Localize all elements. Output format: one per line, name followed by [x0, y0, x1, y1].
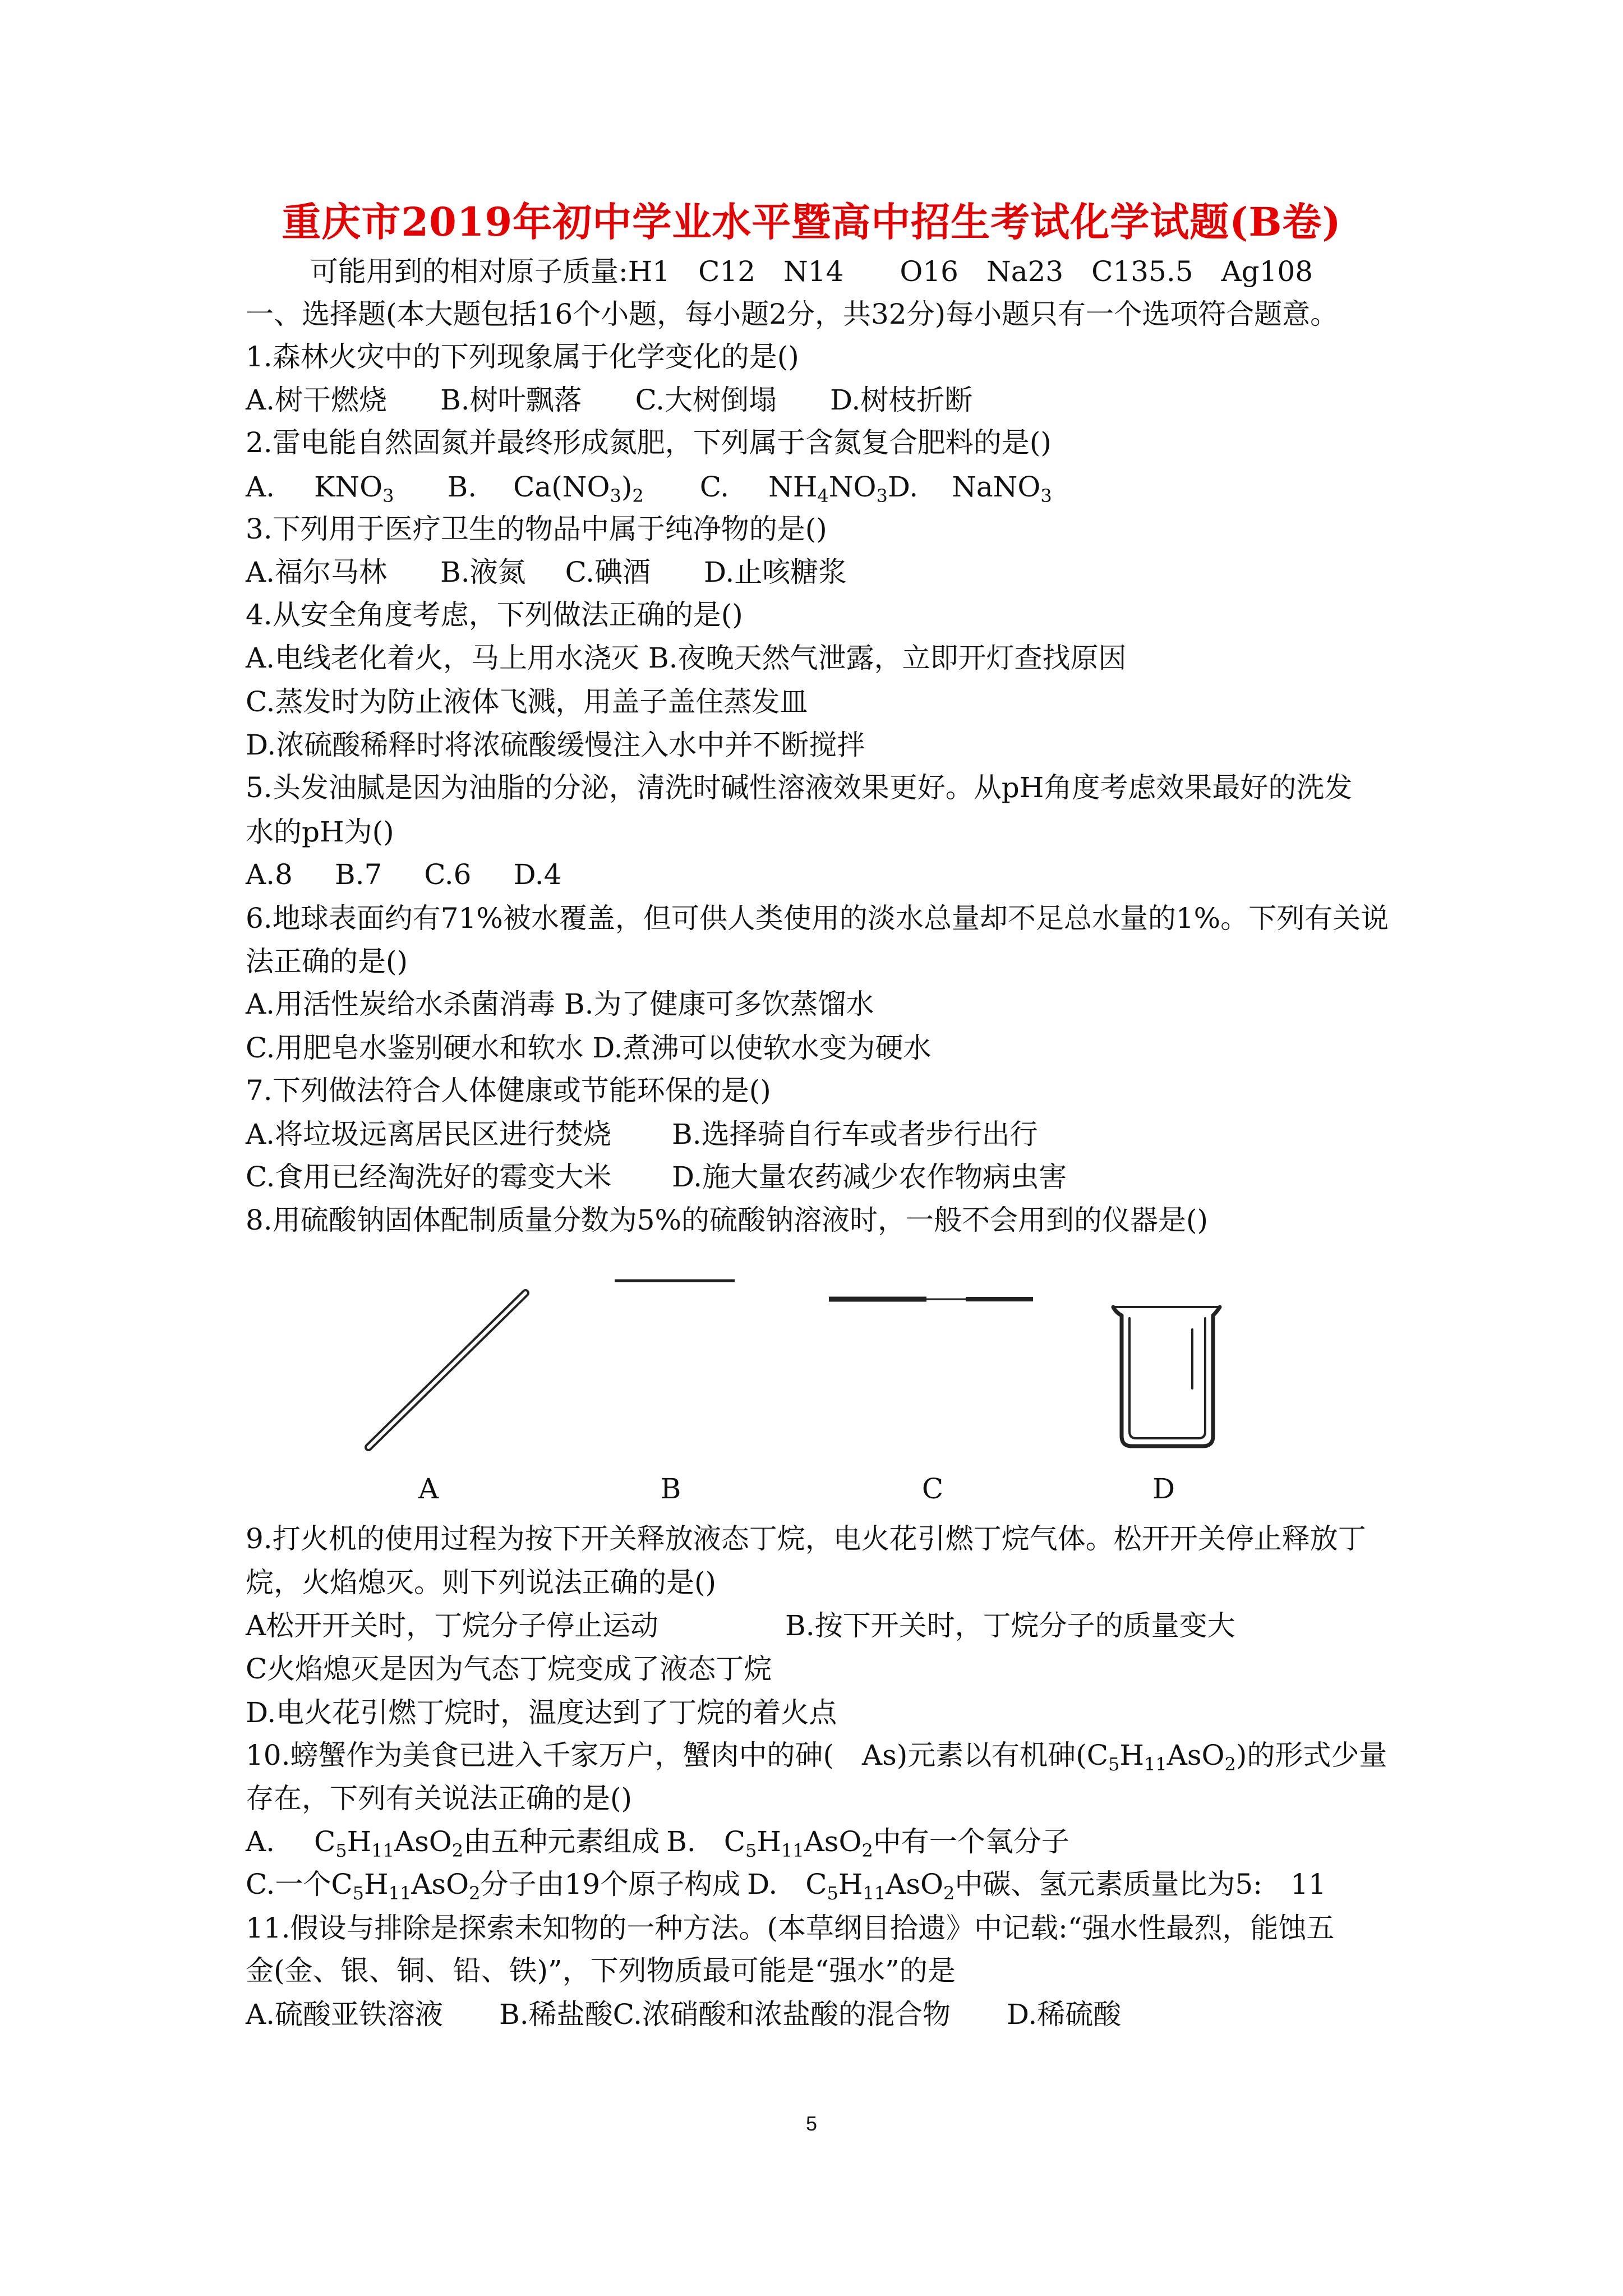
- option-b: B.按下开关时，丁烷分子的质量变大: [785, 1609, 1235, 1642]
- question-7-options-cd: [246, 1159, 1067, 1195]
- question-1-stem: 1.森林火灾中的下列现象属于化学变化的是(): [246, 341, 799, 373]
- option-c: C. $NH_4NO_3$: [699, 471, 888, 507]
- question-9-stem-1: 9.打火机的使用过程为按下开关释放液态丁烷，电火花引燃丁烷气体。松开开关停止释放丁: [246, 1522, 1366, 1555]
- question-11-stem-1: 11.假设与排除是探索未知物的一种方法。(本草纲目拾遗》中记载:“强水性最烈，能蚀五: [246, 1912, 1335, 1944]
- question-11-stem-2: 金(金、银、铜、铅、铁)”，下列物质最可能是“强水”的是: [246, 1954, 956, 1987]
- question-4-option-c: C.蒸发时为防止液体飞溅，用盖子盖住蒸发皿: [246, 685, 808, 718]
- option-d: D. NaNO$_3$: [887, 471, 1052, 507]
- option-c: C.一个$C_5H_{11}AsO_2$分子由19个原子构成: [246, 1868, 741, 1904]
- question-9-option-d: D.电火花引燃丁烷时，温度达到了丁烷的着火点: [246, 1696, 837, 1729]
- option-c: C.大树倒塌: [635, 384, 777, 416]
- question-10-stem-1: 10.螃蟹作为美食已进入千家万户，蟹肉中的砷( As)元素以有机砷$(C_5H_{11}AsO_2)$的形式少量: [246, 1739, 1387, 1775]
- figure-label-a: A: [418, 1473, 439, 1505]
- option-d: D. $C_5H_{11}AsO_2$中碳、氢元素质量比为5: 11: [747, 1868, 1326, 1904]
- question-8-stem: 8.用硫酸钠固体配制质量分数为5%的硫酸钠溶液时，一般不会用到的仪器是(): [246, 1204, 1209, 1236]
- question-2-options: [246, 469, 1052, 514]
- question-4-options-ab: A.电线老化着火，马上用水浇灭 B.夜晚天然气泄露，立即开灯查找原因: [246, 642, 1127, 674]
- option-d: D.稀硫酸: [1007, 1998, 1122, 2031]
- question-10-options-ab: [246, 1824, 1069, 1869]
- option-b: B. $Ca(NO_3)_2$: [447, 471, 644, 507]
- option-d: D.施大量农药减少农作物病虫害: [672, 1161, 1067, 1193]
- question-2-stem: 2.雷电能自然固氮并最终形成氮肥，下列属于含氮复合肥料的是(): [246, 426, 1052, 459]
- question-6-options-cd: C.用肥皂水鉴别硬水和软水 D.煮沸可以使软水变为硬水: [246, 1032, 932, 1064]
- option-b: B.液氮: [440, 556, 526, 588]
- option-a: A.硫酸亚铁溶液: [246, 1998, 444, 2031]
- option-c: C.浓硝酸和浓盐酸的混合物: [612, 1998, 951, 2031]
- option-a: A.福尔马林: [246, 556, 388, 588]
- option-b: B.选择骑自行车或者步行出行: [672, 1118, 1038, 1151]
- option-c: C.食用已经淘洗好的霉变大米: [246, 1161, 612, 1193]
- option-b: B.树叶飘落: [440, 384, 582, 416]
- question-10-options-cd: [246, 1866, 1326, 1911]
- option-c: C.碘酒: [565, 556, 651, 588]
- question-10-stem-2: 存在，下列有关说法正确的是(): [246, 1782, 633, 1815]
- question-9-stem-2: 烷，火焰熄灭。则下列说法正确的是(): [246, 1566, 717, 1599]
- atomic-masses: 可能用到的相对原子质量:H1 C12 N14 O16 Na23 C135.5 Ag108: [310, 255, 1313, 288]
- option-a: A.8: [246, 858, 293, 891]
- option-b: B.7: [334, 858, 382, 891]
- question-7-options-ab: [246, 1116, 1038, 1152]
- question-1-options: [246, 382, 972, 418]
- option-a: A.将垃圾远离居民区进行焚烧: [246, 1118, 612, 1151]
- option-b: B. $C_5H_{11}AsO_2$中有一个氧分子: [666, 1825, 1069, 1861]
- option-d: D.止咳糖浆: [704, 556, 847, 588]
- section-heading: 一、选择题(本大题包括16个小题，每小题2分，共32分)每小题只有一个选项符合题意。: [246, 298, 1339, 330]
- option-b: B.稀盐酸: [499, 1998, 613, 2031]
- option-a: A松开开关时，丁烷分子停止运动: [246, 1609, 659, 1642]
- question-11-options: [246, 1996, 1121, 2032]
- beaker-icon: [1113, 1307, 1220, 1446]
- option-a: A.树干燃烧: [246, 384, 388, 416]
- option-d: D.4: [513, 858, 562, 891]
- exam-title: 重庆市2019年初中学业水平暨高中招生考试化学试题(B卷): [282, 199, 1341, 245]
- question-3-stem: 3.下列用于医疗卫生的物品中属于纯净物的是(): [246, 513, 827, 545]
- question-4-stem: 4.从安全角度考虑，下列做法正确的是(): [246, 599, 743, 631]
- question-5-stem-2: 水的pH为(): [246, 816, 394, 848]
- question-4-option-d: D.浓硫酸稀释时将浓硫酸缓慢注入水中并不断搅拌: [246, 729, 865, 761]
- question-3-options: [246, 554, 846, 590]
- option-a: A. $KNO_3$: [246, 471, 394, 507]
- question-7-stem: 7.下列做法符合人体健康或节能环保的是(): [246, 1074, 771, 1107]
- option-d: D.树枝折断: [830, 384, 973, 416]
- option-a: A. $C_5H_{11}AsO_2$由五种元素组成: [246, 1825, 660, 1861]
- question-6-stem-1: 6.地球表面约有71%被水覆盖，但可供人类使用的淡水总量却不足总水量的1%。下列有关说: [246, 902, 1389, 935]
- figure-label-c: C: [921, 1473, 944, 1505]
- question-5-stem-1: 5.头发油腻是因为油脂的分泌，清洗时碱性溶液效果更好。从pH角度考虑效果最好的洗发: [246, 771, 1353, 804]
- figure-label-d: D: [1152, 1473, 1175, 1505]
- figure-label-b: B: [660, 1473, 681, 1505]
- question-5-options: [246, 857, 561, 892]
- question-9-option-c: C火焰熄灭是因为气态丁烷变成了液态丁烷: [246, 1653, 772, 1685]
- page-number: 5: [805, 2112, 818, 2135]
- option-c: C.6: [424, 858, 472, 891]
- question-6-stem-2: 法正确的是(): [246, 945, 408, 978]
- question-9-options-ab: [246, 1608, 1235, 1644]
- glass-rod-icon: [368, 1293, 525, 1447]
- question-6-options-ab: A.用活性炭给水杀菌消毒 B.为了健康可多饮蒸馏水: [246, 988, 874, 1020]
